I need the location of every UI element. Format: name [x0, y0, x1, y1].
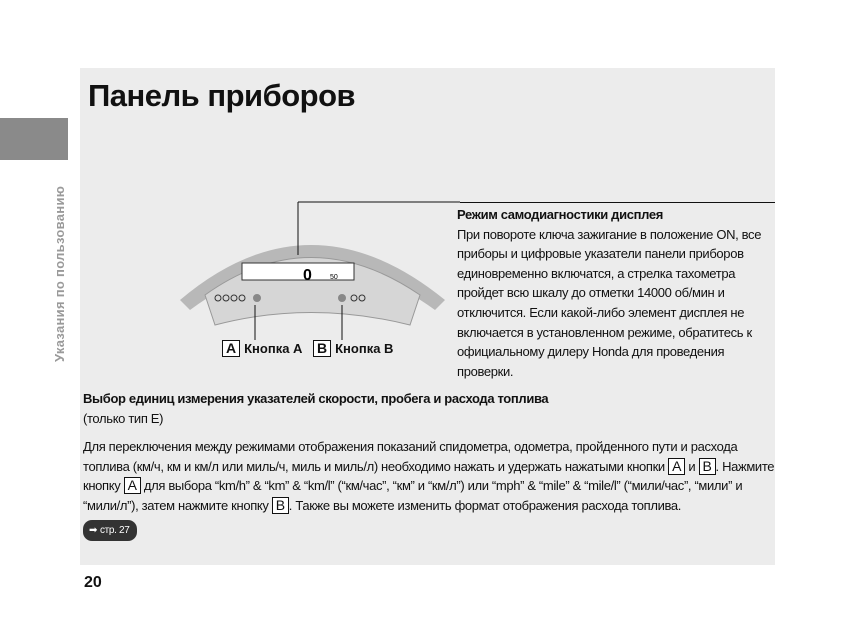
side-section-label: Указания по пользованию [52, 185, 67, 362]
button-b-letter: B [313, 340, 331, 357]
diagnostic-text: При повороте ключа зажигание в положение ON, все приборы и цифровые указатели панели приборов единовременно включатся, а стрелка тахометра пройдет всю шкалу до отметки 14000 об/мин и отключится. Если какой-либо элемент дисплея не включается в установленном режиме, обратитесь к официальному дилеру Honda для проведения проверки. [457, 226, 762, 379]
text: . Нажмите кнопку [83, 458, 775, 494]
button-a-text: Кнопка A [244, 341, 303, 356]
callout-line [460, 202, 775, 203]
svg-text:0: 0 [303, 267, 312, 284]
button-b-ref: B [272, 497, 289, 514]
section-tab [0, 118, 68, 160]
page-title: Панель приборов [88, 78, 356, 113]
button-a-label [222, 340, 302, 357]
instrument-panel-illustration [170, 200, 460, 340]
button-b-label [313, 340, 393, 357]
text: . Также вы можете изменить формат отображения расхода топлива. [288, 497, 682, 513]
button-a-ref: A [668, 458, 685, 475]
button-b-ref: B [699, 458, 716, 475]
units-heading: Выбор единиц измерения указателей скорости, пробега и расхода топлива [83, 391, 549, 406]
text: и [685, 458, 699, 474]
text: Для переключения между режимами отображения показаний спидометра, одометра, пройденного пути и расхода топлива (км/ч, км и км/л или миль/ч, миль и миль/л) необходимо нажать и удержать нажатыми кнопки [83, 439, 738, 474]
units-subheading: (только тип E) [83, 410, 164, 426]
text: для выбора “km/h” & “km” & “km/l” (“км/час”, “км” и “км/л”) или “mph” & “mile” & “mile/l” (“мили/час”, “мили” и “мили/л”), затем нажмите кнопку [83, 478, 743, 513]
button-a-ref: A [124, 477, 141, 494]
page-number: 20 [84, 574, 102, 591]
page-reference[interactable] [83, 520, 137, 542]
arrow-right-icon: ➡ [89, 524, 98, 536]
diagnostic-section [457, 205, 777, 381]
button-a-letter: A [222, 340, 240, 357]
diagnostic-heading: Режим самодиагностики дисплея [457, 207, 663, 222]
units-section [83, 389, 775, 541]
page-reference-text: стр. 27 [100, 524, 130, 536]
svg-text:50: 50 [330, 274, 338, 281]
button-b-text: Кнопка B [335, 341, 394, 356]
units-text [83, 437, 775, 515]
